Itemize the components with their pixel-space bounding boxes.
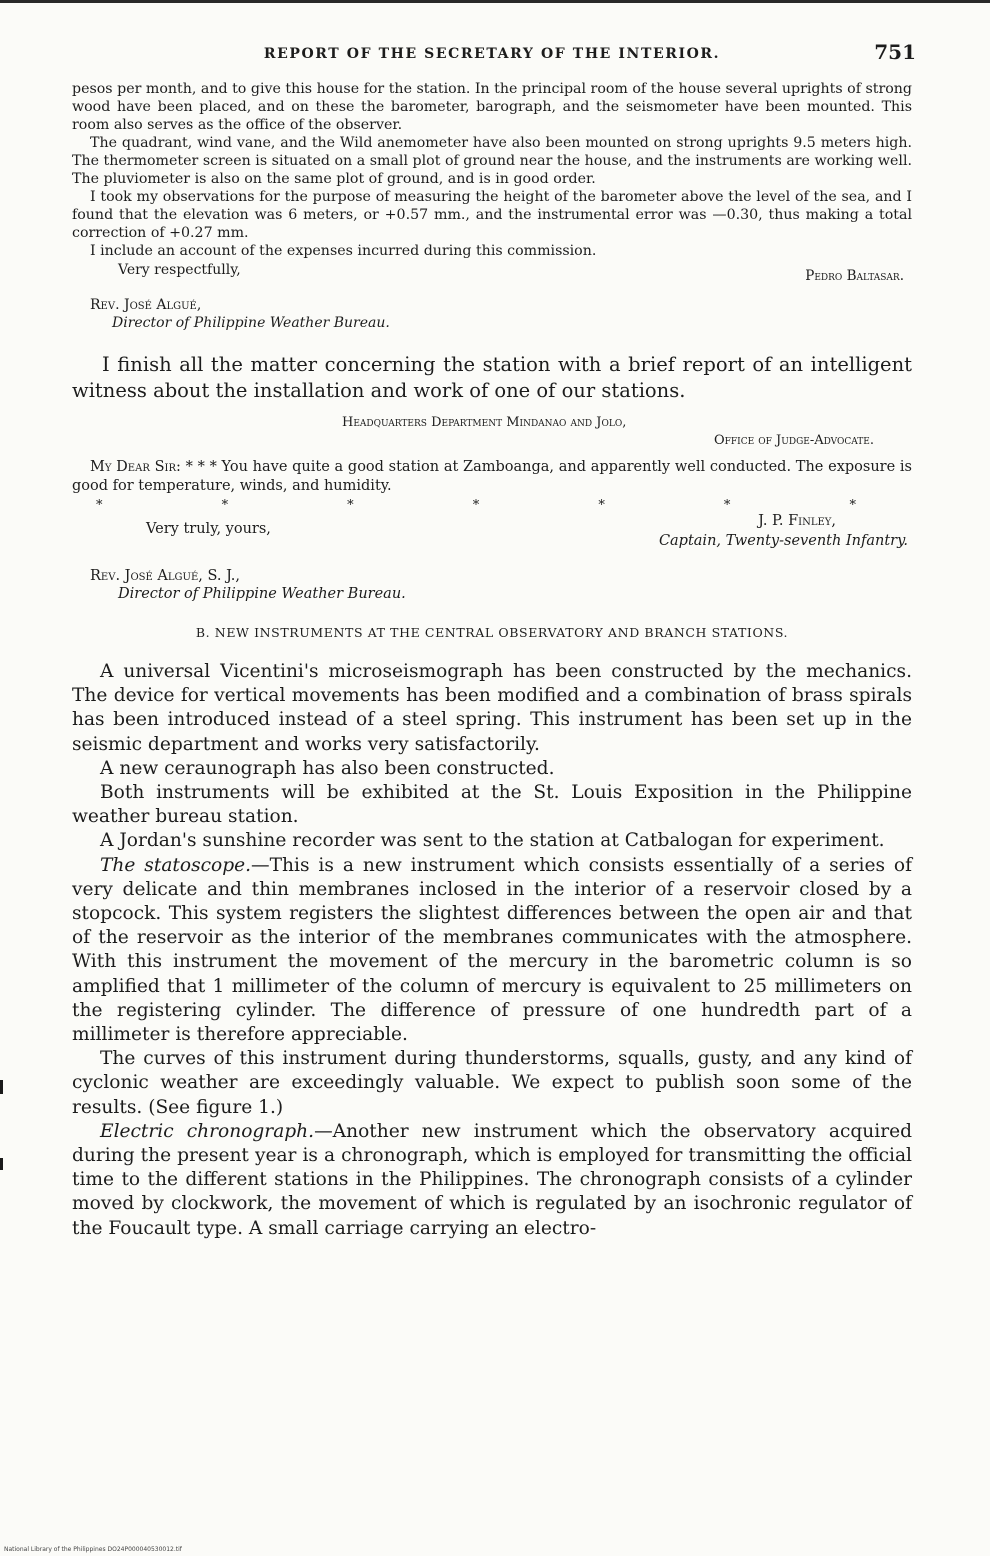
addressee-title: Director of Philippine Weather Bureau. — [112, 315, 390, 331]
letter-text: * * * You have quite a good station at Zamboanga, and apparently well conducted. The exposure is good for temperature, winds, and humidity. — [72, 459, 912, 494]
scan-footer: National Library of the Philippines DO24P000040530012.tif — [4, 1546, 182, 1553]
body-paragraph: Both instruments will be exhibited at the St. Louis Exposition in the Philippine weather bureau station. — [72, 782, 912, 828]
signature: Pedro Baltasar. — [805, 268, 904, 284]
signer-title: Captain, Twenty-seventh Infantry. — [658, 533, 908, 549]
report-paragraph: I took my observations for the purpose of measuring the height of the barometer above the level of the sea, and I found that the elevation was 6 meters, or +0.57 mm., and the instrumental error was —0.30, thus making a total correction of +0.27 mm. — [72, 189, 912, 241]
body-paragraph — [72, 854, 912, 1048]
section-heading: B. NEW INSTRUMENTS AT THE CENTRAL OBSERVATORY AND BRANCH STATIONS. — [195, 625, 789, 640]
letter-addressee — [72, 567, 912, 603]
scan-left-mark — [0, 1158, 3, 1170]
ellipsis-stars — [96, 498, 856, 513]
body-paragraph: A Jordan's sunshine recorder was sent to the station at Catbalogan for experiment. — [100, 830, 885, 852]
scan-top-edge — [0, 0, 990, 3]
body-paragraph: A universal Vicentini's microseismograph has been constructed by the mechanics. The device for vertical movements has been modified and a combination of brass spirals has been introduced instead of a steel spring. This instrument has been set up in the seismic department and works very satisfactorily. — [72, 661, 912, 755]
body-paragraph: The curves of this instrument during thunderstorms, squalls, gusty, and any kind of cyclonic weather are exceedingly valuable. We expect to publish soon some of the results. (See figure 1.) — [72, 1048, 912, 1118]
report-excerpt — [72, 80, 912, 260]
star: * — [849, 498, 856, 513]
report-paragraph: The quadrant, wind vane, and the Wild anemometer have also been mounted on strong uprights 9.5 meters high. The thermometer screen is situated on a small plot of ground near the house, and the instruments are working well. The pluviometer is also on the same plot of ground, and is in good order. — [72, 135, 912, 187]
addressee-name: Rev. José Algué, — [90, 297, 202, 313]
scan-left-mark — [0, 1080, 3, 1094]
signer-name: J. P. Finley, — [758, 513, 836, 529]
running-header — [72, 28, 916, 68]
body-paragraph — [72, 1120, 912, 1241]
paragraph-text: —Another new instrument which the observatory acquired during the present year is a chronograph, which is employed for transmitting the official time to the different stations in the Philippines. The chronograph consists of a cylinder moved by clockwork, the movement of which is regulated by an isochronic regulator of the Foucault type. A small carriage carrying an electro- — [72, 1120, 913, 1239]
closing-phrase: Very respectfully, — [118, 262, 241, 278]
letter-closing: Very truly, yours, — [146, 521, 271, 537]
letter-body — [72, 458, 912, 496]
intro-paragraph: I finish all the matter concerning the station with a brief report of an intelligent witness about the installation and work of one of our stations. — [72, 353, 912, 402]
running-title: REPORT OF THE SECRETARY OF THE INTERIOR. — [263, 46, 721, 62]
star: * — [598, 498, 605, 513]
letter-signature-block — [72, 513, 912, 557]
letter-heading — [72, 414, 912, 450]
star: * — [723, 498, 731, 513]
star: * — [96, 498, 103, 513]
paragraph-title: The statoscope. — [100, 854, 252, 876]
addressee-name: Rev. José Algué, S. J., — [90, 568, 241, 584]
star: * — [347, 498, 354, 513]
main-text — [72, 660, 912, 1241]
report-addressee — [72, 296, 912, 332]
star: * — [221, 498, 229, 513]
report-paragraph: pesos per month, and to give this house for the station. In the principal room of the house several uprights of strong wood have been placed, and on these the barometer, barograph, and the seismometer have been mounted. This room also serves as the office of the observer. — [72, 81, 912, 133]
body-paragraph: A new ceraunograph has also been constructed. — [100, 757, 555, 779]
paragraph-title: Electric chronograph. — [100, 1120, 315, 1142]
salutation: My Dear Sir: — [90, 459, 181, 475]
document-page — [72, 28, 916, 1241]
hq-office-line: Office of Judge-Advocate. — [714, 433, 874, 448]
star: * — [472, 498, 480, 513]
report-closing — [72, 260, 912, 282]
report-paragraph: I include an account of the expenses incurred during this commission. — [90, 243, 597, 259]
page-number: 751 — [874, 40, 916, 64]
hq-line: Headquarters Department Mindanao and Jolo, — [342, 415, 627, 430]
addressee-title: Director of Philippine Weather Bureau. — [118, 586, 406, 602]
paragraph-text: —This is a new instrument which consists essentially of a series of very delicate and thin membranes inclosed in the interior of a reservoir closed by a stopcock. This system registers the slightest differences between the open air and that of the reservoir as the interior of the membranes communicates with the atmosphere. With this instrument the movement of the mercury in the barometric column is so amplified that 1 millimeter of the column of mercury is equivalent to 25 millimeters on the registering cylinder. The difference of pressure of one hundredth part of a millimeter is therefore appreciable. — [72, 854, 913, 1046]
